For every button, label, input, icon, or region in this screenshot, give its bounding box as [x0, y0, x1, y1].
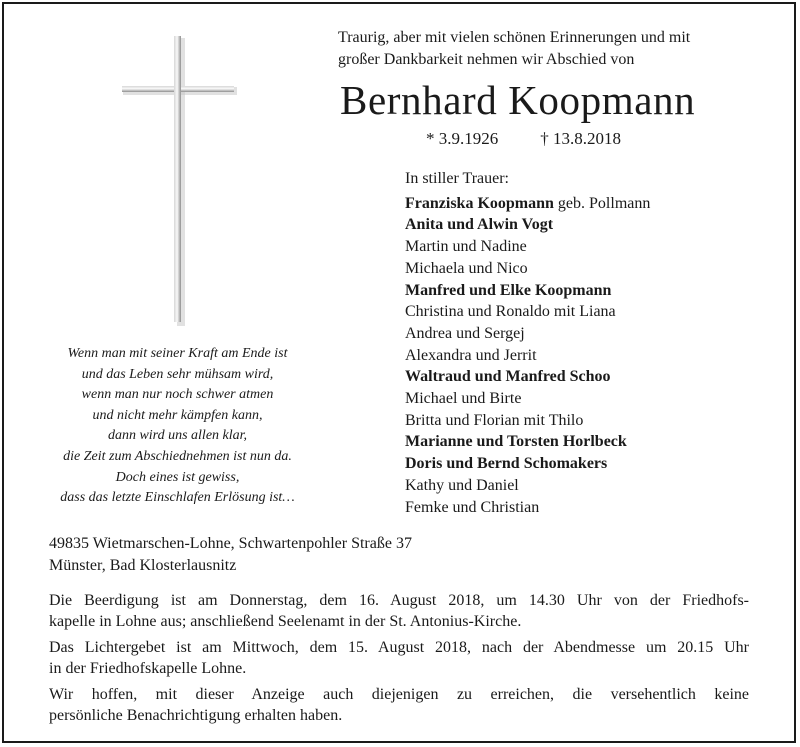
mourner-row — [405, 497, 785, 519]
funeral-line: Die Beerdigung ist am Donnerstag, dem 16. August 2018, um 14.30 Uhr von der Friedhofs- — [49, 592, 749, 609]
closing-paragraph — [49, 685, 749, 726]
mourner-family-name: Anita und Alwin Vogt — [405, 216, 554, 234]
mourner-text: Christina und Ronaldo mit Liana — [405, 303, 616, 321]
intro-text — [338, 27, 752, 71]
vigil-line: Das Lichtergebet ist am Mittwoch, dem 15. August 2018, nach der Abendmesse um 20.15 Uhr — [49, 639, 749, 656]
birth-date: * 3.9.1926 — [426, 129, 499, 148]
mourner-row — [405, 323, 785, 345]
intro-line: großer Dankbarkeit nehmen wir Abschied von — [338, 51, 635, 68]
mourner-row — [405, 431, 785, 453]
mourner-row — [405, 214, 785, 236]
poem-line: wenn man nur noch schwer atmen — [81, 387, 274, 403]
mourner-text: Michaela und Nico — [405, 259, 528, 277]
poem-line: dann wird uns allen klar, — [107, 428, 248, 444]
mourner-text: geb. Pollmann — [553, 194, 651, 212]
mourner-family-name: Franziska Koopmann — [405, 194, 554, 212]
mourner-family-name: Marianne und Torsten Horlbeck — [405, 433, 627, 451]
address-line: 49835 Wietmarschen-Lohne, Schwartenpohler Straße 37 — [49, 535, 412, 552]
mourner-family-name: Waltraud und Manfred Schoo — [405, 368, 611, 386]
vigil-line: in der Friedhofskapelle Lohne. — [49, 659, 247, 677]
mourner-row — [405, 193, 785, 215]
mourner-text: Martin und Nadine — [405, 238, 527, 256]
mourner-row — [405, 301, 785, 323]
intro-line: Traurig, aber mit vielen schönen Erinnerungen und mit — [338, 29, 691, 46]
mourners-list — [405, 168, 785, 518]
poem-line: und das Leben sehr mühsam wird, — [81, 366, 274, 382]
vigil-paragraph — [49, 638, 749, 679]
mourner-row — [405, 366, 785, 388]
mourner-row — [405, 388, 785, 410]
funeral-line: kapelle in Lohne aus; anschließend Seelenamt in der St. Antonius-Kirche. — [49, 612, 522, 630]
mourner-family-name: Manfred und Elke Koopmann — [405, 281, 612, 299]
life-dates — [426, 128, 621, 150]
poem-line: Doch eines ist gewiss, — [115, 469, 240, 485]
address — [49, 533, 749, 576]
poem-line: die Zeit zum Abschiednehmen ist nun da. — [63, 448, 292, 464]
mourner-row — [405, 280, 785, 302]
death-date: † 13.8.2018 — [540, 129, 621, 148]
poem-line: dass das letzte Einschlafen Erlösung ist… — [60, 490, 295, 506]
mourner-text: Andrea und Sergej — [405, 324, 525, 342]
poem-line: und nicht mehr kämpfen kann, — [92, 407, 263, 423]
mourner-row — [405, 410, 785, 432]
service-info — [49, 591, 749, 732]
mourner-row — [405, 453, 785, 475]
mourner-row — [405, 345, 785, 367]
mourner-text: Britta und Florian mit Thilo — [405, 411, 584, 429]
cross-icon — [110, 34, 250, 326]
mourner-row — [405, 258, 785, 280]
closing-line: persönliche Benachrichtigung erhalten haben. — [49, 706, 343, 724]
mourner-row — [405, 236, 785, 258]
funeral-paragraph — [49, 591, 749, 632]
poem — [30, 344, 325, 509]
closing-line: Wir hoffen, mit dieser Anzeige auch diejenigen zu erreichen, die versehentlich keine — [49, 686, 749, 703]
mourner-text: Kathy und Daniel — [405, 476, 519, 494]
mourner-family-name: Doris und Bernd Schomakers — [405, 455, 608, 473]
mourner-text: Femke und Christian — [405, 498, 540, 516]
mourner-row — [405, 475, 785, 497]
deceased-name: Bernhard Koopmann — [340, 77, 696, 123]
mourner-text: Michael und Birte — [405, 390, 522, 408]
poem-line: Wenn man mit seiner Kraft am Ende ist — [67, 346, 288, 361]
mourners-heading: In stiller Trauer: — [405, 170, 509, 187]
mourner-text: Alexandra und Jerrit — [405, 346, 537, 364]
address-line: Münster, Bad Klosterlausnitz — [49, 556, 237, 574]
